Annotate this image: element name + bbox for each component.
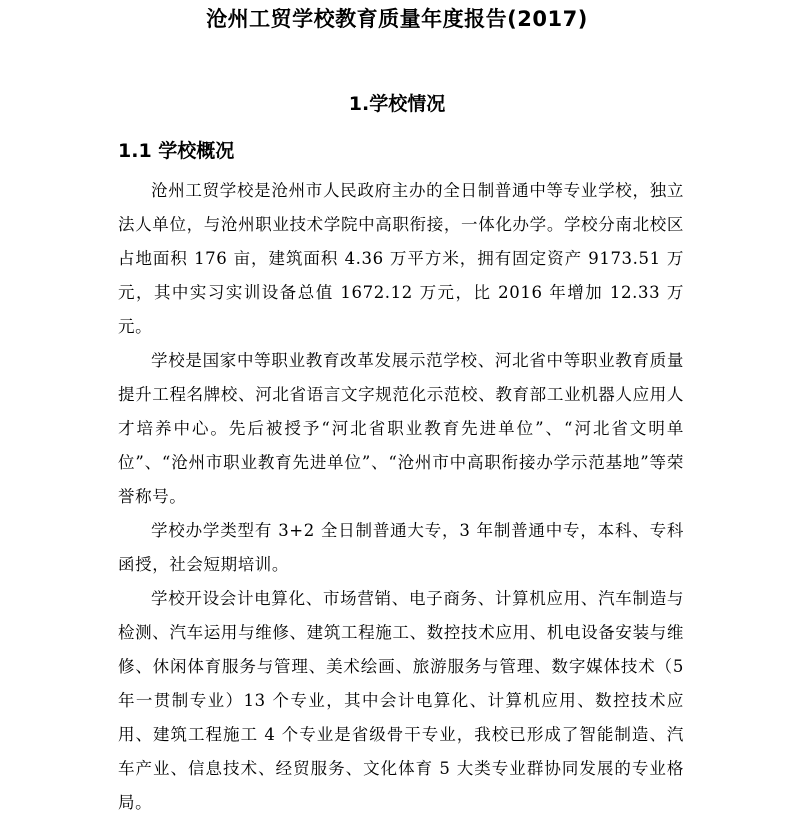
document-title: 沧州工贸学校教育质量年度报告(2017)	[206, 7, 588, 31]
paragraph-majors: 学校开设会计电算化、市场营销、电子商务、计算机应用、汽车制造与检测、汽车运用与维修、建筑工程施工、数控技术应用、机电设备安装与维修、休闲体育服务与管理、美术绘画、旅游服务与管理、数字媒体技术（5 年一贯制专业）13 个专业，其中会计电算化、计算机应用、数控技术应用、建筑工程施工 4 个专业是省级骨干专业，我校已形成了智能制造、汽车产业、信息技术、经贸服务、文化体育 5 大类专业群协同发展的专业格局。	[118, 589, 684, 812]
section-heading: 1.学校情况	[348, 93, 446, 115]
paragraph-school-types: 学校办学类型有 3+2 全日制普通大专，3 年制普通中专，本科、专科函授，社会短期培训。	[118, 521, 684, 574]
paragraph-honors: 学校是国家中等职业教育改革发展示范学校、河北省中等职业教育质量提升工程名牌校、河北省语言文字规范化示范校、教育部工业机器人应用人才培养中心。先后被授予“河北省职业教育先进单位”、“河北省文明单位”、“沧州市职业教育先进单位”、“沧州市中高职衔接办学示范基地”等荣誉称号。	[118, 351, 684, 506]
document-body	[118, 174, 684, 820]
subsection-heading: 1.1 学校概况	[118, 140, 235, 162]
paragraph-overview: 沧州工贸学校是沧州市人民政府主办的全日制普通中等专业学校，独立法人单位，与沧州职业技术学院中高职衔接，一体化办学。学校分南北校区占地面积 176 亩，建筑面积 4.36 万平方米，拥有固定资产 9173.51 万元，其中实习实训设备总值 1672.12 万元，比 2016 年增加 12.33 万元。	[118, 181, 684, 336]
